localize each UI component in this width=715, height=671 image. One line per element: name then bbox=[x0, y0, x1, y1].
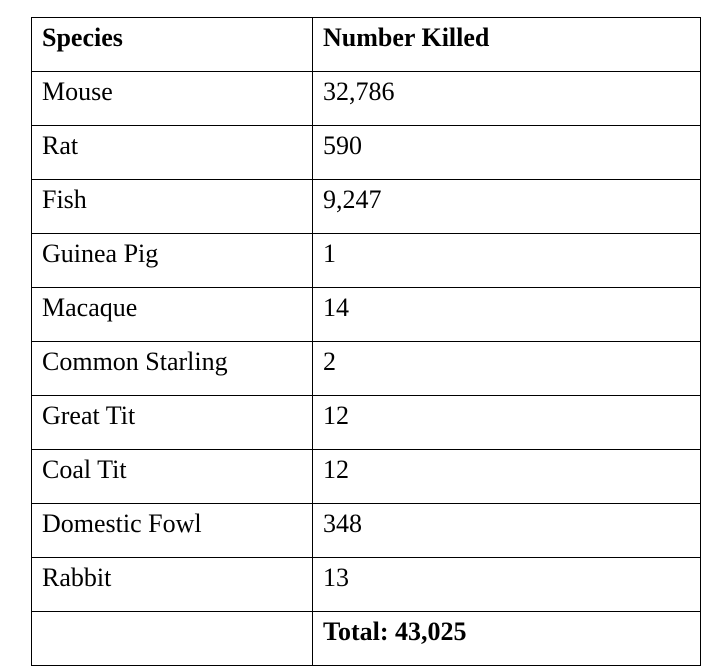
table-row bbox=[32, 396, 701, 450]
table-row bbox=[32, 342, 701, 396]
table-row bbox=[32, 126, 701, 180]
species-cell: Macaque bbox=[32, 288, 313, 342]
species-cell: Fish bbox=[32, 180, 313, 234]
number-cell: 9,247 bbox=[313, 180, 701, 234]
species-cell: Rat bbox=[32, 126, 313, 180]
table-row bbox=[32, 180, 701, 234]
number-cell: 32,786 bbox=[313, 72, 701, 126]
table-row bbox=[32, 234, 701, 288]
header-number-killed: Number Killed bbox=[313, 18, 701, 72]
species-cell: Guinea Pig bbox=[32, 234, 313, 288]
table-row bbox=[32, 72, 701, 126]
header-species: Species bbox=[32, 18, 313, 72]
species-cell: Common Starling bbox=[32, 342, 313, 396]
number-cell: 1 bbox=[313, 234, 701, 288]
species-cell: Domestic Fowl bbox=[32, 504, 313, 558]
table-row bbox=[32, 288, 701, 342]
number-cell: 12 bbox=[313, 396, 701, 450]
number-cell: 590 bbox=[313, 126, 701, 180]
table-row bbox=[32, 558, 701, 612]
total-number-cell: Total: 43,025 bbox=[313, 612, 701, 666]
number-cell: 13 bbox=[313, 558, 701, 612]
species-cell: Rabbit bbox=[32, 558, 313, 612]
species-cell: Coal Tit bbox=[32, 450, 313, 504]
table-header-row bbox=[32, 18, 701, 72]
table-row bbox=[32, 504, 701, 558]
table-row bbox=[32, 450, 701, 504]
number-cell: 348 bbox=[313, 504, 701, 558]
number-cell: 2 bbox=[313, 342, 701, 396]
number-cell: 14 bbox=[313, 288, 701, 342]
total-species-cell bbox=[32, 612, 313, 666]
species-cell: Mouse bbox=[32, 72, 313, 126]
total-row bbox=[32, 612, 701, 666]
species-cell: Great Tit bbox=[32, 396, 313, 450]
number-cell: 12 bbox=[313, 450, 701, 504]
species-table bbox=[31, 17, 701, 666]
